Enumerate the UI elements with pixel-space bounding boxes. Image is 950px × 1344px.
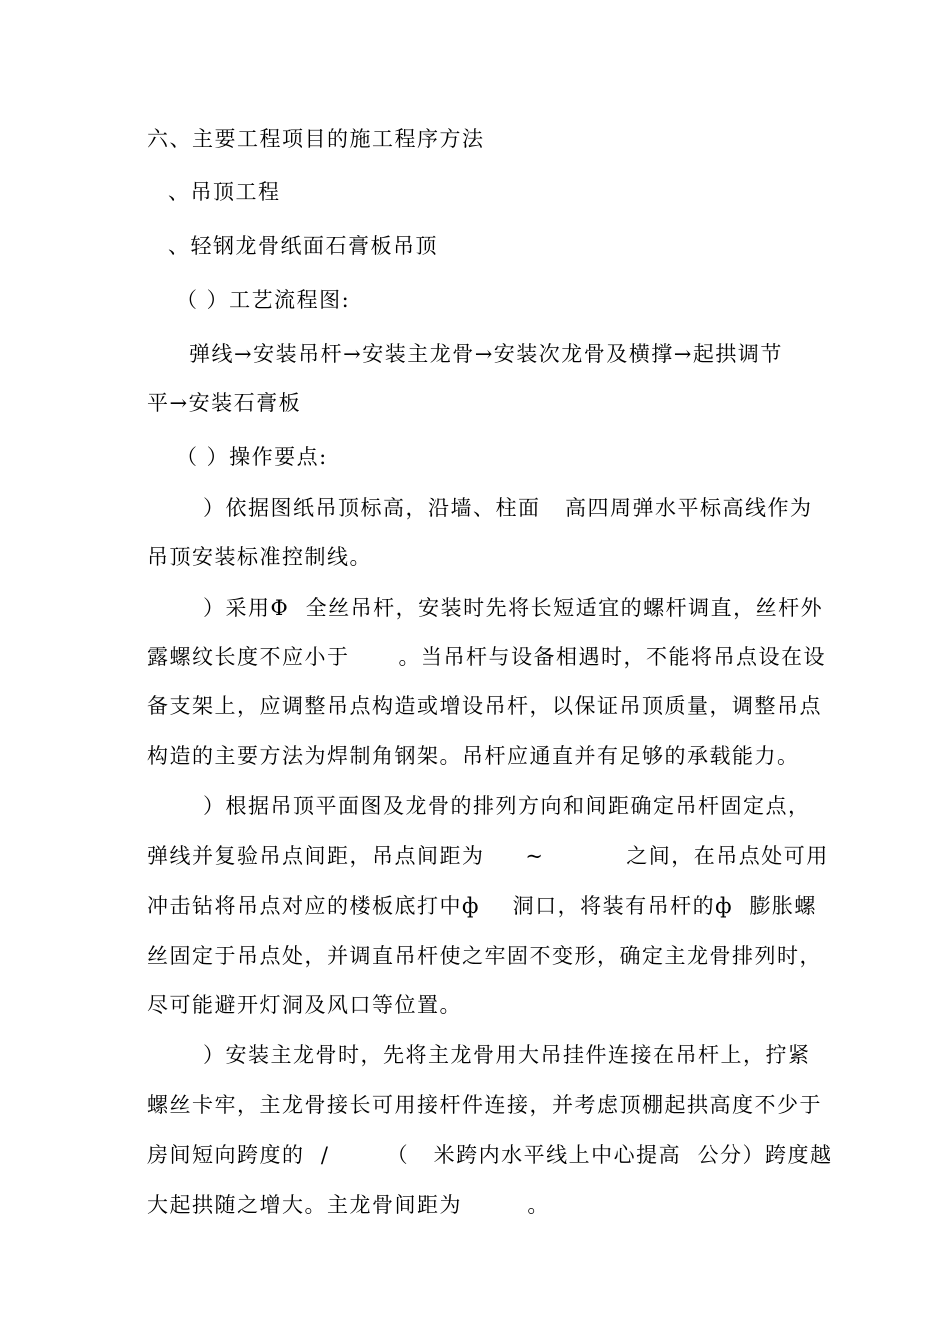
subsection-heading: 、轻钢龙骨纸面石膏板吊顶	[168, 234, 438, 258]
paragraph-line: 吊顶安装标准控制线。	[147, 545, 372, 569]
paragraph-line: 丝固定于吊点处，并调直吊杆使之牢固不变形，确定主龙骨排列时，	[147, 944, 822, 968]
paragraph-line: 房间短向跨度的 / （ 米跨内水平线上中心提高 公分）跨度越	[147, 1143, 833, 1167]
paragraph-line: 冲击钻将吊点对应的楼板底打中ф 洞口，将装有吊杆的ф 膨胀螺	[147, 894, 817, 918]
section-heading: 六、主要工程项目的施工程序方法	[147, 127, 485, 151]
paragraph-line: 备支架上，应调整吊点构造或增设吊杆，以保证吊顶质量，调整吊点	[147, 694, 822, 718]
subsection-heading: 、吊顶工程	[168, 180, 281, 204]
paragraph-line: 露螺纹长度不应小于 。当吊杆与设备相遇时，不能将吊点设在设	[147, 645, 827, 669]
paragraph-line: 大起拱随之增大。主龙骨间距为 。	[147, 1193, 550, 1217]
paragraph-line: ）采用Φ 全丝吊杆，安装时先将长短适宜的螺杆调直，丝杆外	[203, 596, 824, 620]
paragraph-line: 平→安装石膏板	[147, 391, 302, 415]
paragraph-line: ）依据图纸吊顶标高，沿墙、柱面 高四周弹水平标高线作为	[203, 496, 813, 520]
paragraph-line: 构造的主要方法为焊制角钢架。吊杆应通直并有足够的承载能力。	[147, 744, 800, 768]
paragraph-line: ）根据吊顶平面图及龙骨的排列方向和间距确定吊杆固定点，	[203, 794, 811, 818]
paragraph-line: 尽可能避开灯洞及风口等位置。	[147, 993, 462, 1017]
paragraph-line: 弹线→安装吊杆→安装主龙骨→安装次龙骨及横撑→起拱调节	[189, 342, 783, 366]
paragraph-line: 弹线并复验吊点间距，吊点间距为 ~ 之间，在吊点处可用	[147, 844, 829, 868]
paragraph-line: 螺丝卡牢，主龙骨接长可用接杆件连接，并考虑顶棚起拱高度不少于	[147, 1093, 822, 1117]
paragraph-line: ）安装主龙骨时，先将主龙骨用大吊挂件连接在吊杆上，拧紧	[203, 1043, 811, 1067]
item-heading: （ ）操作要点:	[176, 445, 328, 469]
item-heading: （ ）工艺流程图:	[176, 288, 351, 312]
